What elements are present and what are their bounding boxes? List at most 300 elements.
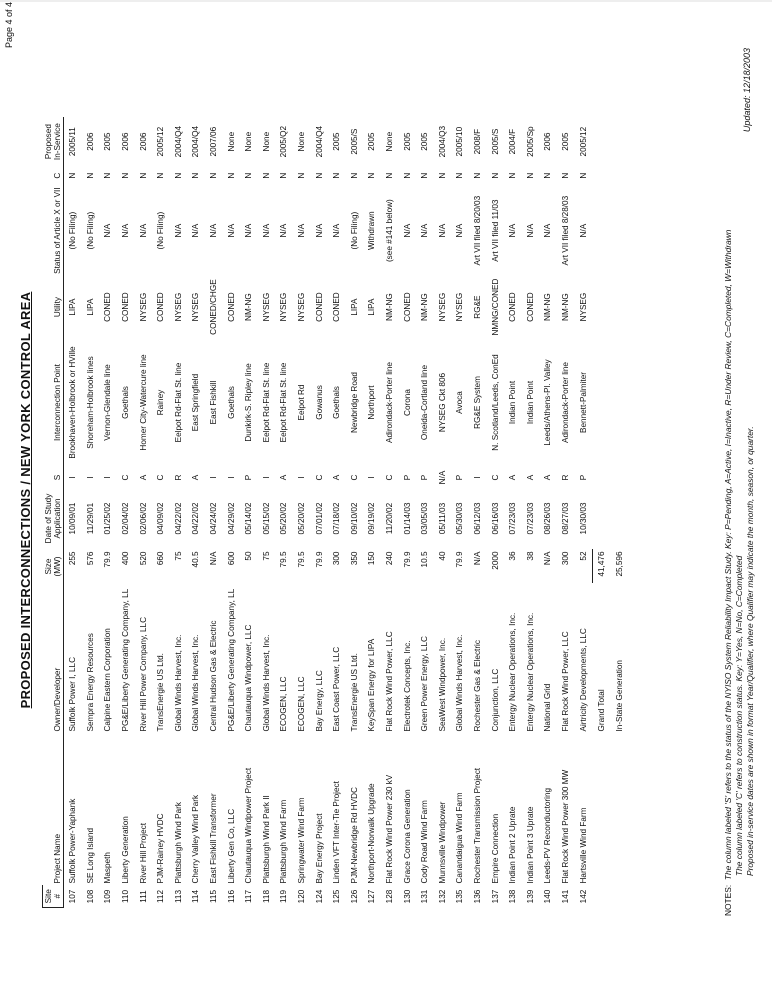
cell-site: 115 [209,889,219,904]
cell-status: N/A [332,223,342,238]
cell-status: N/A [314,223,324,238]
cell-size: 79.9 [455,551,465,568]
header-inservice: Proposed In-Service [43,117,64,167]
cell-site: 126 [349,889,359,904]
table-row [64,117,82,908]
cell-utility: NM-NG [420,293,430,321]
cell-owner: Chautauqua Windpower, LLC [244,624,254,732]
cell-date: 02/06/02 [138,502,148,535]
cell-site: 119 [279,889,289,904]
cell-site: 128 [384,889,394,904]
cell-s: I [85,476,95,479]
cell-s: A [525,474,535,481]
cell-site: 135 [455,889,465,904]
cell-inservice: 2005/S [349,128,359,155]
instate-total-label: In-State Generation [614,660,624,732]
cell-date: 04/29/02 [226,502,236,535]
cell-inservice: None [226,131,236,152]
cell-site: 127 [367,889,377,904]
cell-owner: Rochester Gas & Electric [472,640,482,732]
cell-size: N/A [472,551,482,566]
cell-c: N [85,172,95,179]
cell-point: Adirondack-Porter line [560,362,570,444]
instate-total-value: 25,596 [614,551,624,577]
cell-point: Goethals [226,386,236,419]
cell-status: N/A [226,223,236,238]
cell-c: N [297,172,307,179]
cell-c: N [332,172,342,179]
cell-point: Oneida-Cortland line [420,364,430,441]
cell-status: N/A [121,223,131,238]
cell-point: N. Scotland/Leeds, ConEd [490,354,500,451]
table-row [187,117,205,908]
cell-project: PJM-Rainey HVDC [156,813,166,884]
cell-utility: NMNG/CONED [490,278,500,336]
cell-utility: LIPA [367,298,377,316]
header-point: Interconnection Point [43,338,64,468]
cell-date: 05/30/03 [455,502,465,535]
cell-status: N/A [103,223,113,238]
cell-project: Northport-Norwalk Upgrade [367,783,377,884]
total-spacer [592,886,610,908]
cell-project: Cherry Valley Wind Park [191,794,201,884]
cell-c: N [173,172,183,179]
cell-size: 576 [85,551,95,566]
cell-point: Avoca [455,391,465,414]
cell-point: East Fishkill [209,380,219,425]
cell-owner: TransEnergie US Ltd. [156,653,166,732]
cell-site: 131 [420,889,430,904]
cell-site: 130 [402,889,412,904]
table-row [240,117,258,908]
cell-c: N [68,172,78,179]
cell-owner: River Hill Power Company, LLC [138,616,148,732]
cell-c: N [314,172,324,179]
cell-inservice: 2008/F [472,128,482,155]
cell-point: Goethals [121,386,131,419]
cell-c: N [367,172,377,179]
cell-c: N [543,172,553,179]
cell-date: 05/20/02 [279,502,289,535]
cell-owner: Bay Energy, LLC [314,670,324,732]
cell-c: N [420,172,430,179]
cell-inservice: 2005/S [490,128,500,155]
cell-project: Flat Rock Wind Power 300 MW [560,769,570,884]
cell-owner: Global Winds Harvest, Inc. [455,634,465,732]
cell-owner: PG&E/Liberty Generating Company, LL [226,588,236,732]
cell-utility: CONED [525,292,535,322]
cell-inservice: 2005 [103,132,113,151]
cell-project: Plattsburgh Wind Park II [261,795,271,884]
cell-inservice: 2004/F [508,128,518,155]
cell-point: Corona [402,389,412,416]
cell-size: 52 [578,551,588,561]
cell-s: C [314,474,324,481]
cell-inservice: 2006 [121,132,131,151]
cell-point: Adirondack-Porter line [384,362,394,444]
cell-s: A [332,474,342,481]
cell-project: River Hill Project [138,822,148,884]
cell-c: N [279,172,289,179]
cell-status: N/A [543,223,553,238]
cell-inservice: 2005/Sp [525,126,535,157]
cell-size: 38 [525,551,535,561]
table-header-row [43,117,64,908]
cell-project: Suffolk Power-Yaphank [68,798,78,884]
cell-c: N [437,172,447,179]
cell-size: 400 [121,551,131,566]
cell-point: Indian Point [508,380,518,425]
cell-owner: Electrotek Concepts, Inc. [402,640,412,732]
cell-point: Leeds/Athens-Pl. Valley [543,359,553,446]
notes-line-1 [723,230,734,916]
page-title-text: PROPOSED INTERCONNECTIONS / NEW YORK CONTROL AREA [18,291,33,709]
grand-total-label: Grand Total [596,689,606,732]
cell-site: 112 [156,889,166,904]
table-row [328,117,346,908]
cell-s: A [508,474,518,481]
cell-date: 05/11/03 [437,502,447,535]
cell-size: 40.5 [191,551,201,568]
notes-line-2: The column labeled 'C' refers to construction status. Key: Y=Yes, N=No, C=Completed [734,555,744,876]
cell-date: 07/23/03 [525,502,535,535]
header-size: Size (MW) [43,550,64,584]
cell-inservice: 2006 [85,132,95,151]
table-row [416,117,434,908]
cell-owner: Central Hudson Gas & Electric [209,620,219,732]
header-project: Project Name [43,734,64,886]
cell-utility: NYSEG [578,292,588,322]
cell-owner: Flat Rock Wind Power, LLC [560,631,570,732]
cell-size: 255 [68,551,78,566]
cell-site: 113 [173,889,183,904]
cell-inservice: 2004/Q4 [314,125,324,158]
cell-owner: ECOGEN, LLC [279,676,289,732]
cell-s: I [226,476,236,479]
cell-status: N/A [209,223,219,238]
cell-date: 08/27/03 [560,502,570,535]
cell-owner: Global Winds Harvest, Inc. [261,634,271,732]
cell-size: 2000 [490,551,500,570]
cell-utility: NM-NG [560,293,570,321]
cell-site: 132 [437,889,447,904]
cell-point: Vernon-Glendale line [103,364,113,441]
cell-project: Rochester Transmission Project [472,767,482,884]
table-row [539,117,557,908]
cell-project: Empire Connection [490,813,500,884]
cell-size: N/A [543,551,553,566]
cell-status: N/A [191,223,201,238]
cell-utility: LIPA [85,298,95,316]
notes-line-3: Proposed in-service dates are shown in format Year/Qualifier, where Qualifier may indicate the month, season, or quarter. [745,426,755,876]
cell-inservice: 2005 [560,132,570,151]
table-row [381,117,399,908]
cell-date: 05/20/02 [297,502,307,535]
cell-project: Canandaigua Wind Farm [455,792,465,884]
cell-s: A [279,474,289,481]
cell-date: 04/22/02 [191,502,201,535]
cell-date: 01/14/03 [402,502,412,535]
cell-status: Art VII filed 8/20/03 [472,195,482,266]
cell-project: Hartsville Wind Farm [578,807,588,884]
cell-date: 05/14/02 [244,502,254,535]
table-row [433,117,451,908]
header-owner: Owner/Developer [43,584,64,734]
cell-point: Rainey [156,389,166,416]
cell-status: N/A [420,223,430,238]
cell-utility: NM-NG [244,293,254,321]
cell-owner: Airtricity Developments, LLC [578,628,588,732]
cell-owner: Calpine Eastern Corporation [103,628,113,732]
cell-point: Homer City-Watercure line [138,354,148,451]
cell-site: 107 [68,889,78,904]
table-row [310,117,328,908]
cell-size: 300 [560,551,570,566]
cell-utility: NYSEG [173,292,183,322]
cell-date: 04/24/02 [209,502,219,535]
cell-s: C [121,474,131,481]
table-row [574,117,592,908]
cell-s: I [209,476,219,479]
cell-s: A [191,474,201,481]
table-row [222,117,240,908]
cell-utility: CONED [121,292,131,322]
cell-inservice: 2005 [420,132,430,151]
cell-inservice: 2006 [138,132,148,151]
cell-c: N [103,172,113,179]
cell-utility: RG&E [472,295,482,319]
cell-size: 300 [332,551,342,566]
cell-utility: NYSEG [297,292,307,322]
page-label: Page 4 of 4 [4,2,14,49]
cell-point: Indian Point [525,380,535,425]
cell-project: Cody Road Wind Farm [420,800,430,884]
cell-date: 06/16/03 [490,502,500,535]
cell-size: 240 [384,551,394,566]
cell-utility: LIPA [68,298,78,316]
cell-size: 350 [349,551,359,566]
cell-point: Goethals [332,386,342,419]
total-spacer [610,886,628,908]
cell-owner: Global Winds Harvest, Inc. [191,634,201,732]
cell-s: A [543,474,553,481]
cell-status: N/A [578,223,588,238]
cell-utility: CONED [508,292,518,322]
cell-c: N [560,172,570,179]
cell-site: 118 [261,889,271,904]
cell-owner: National Grid [543,683,553,732]
cell-status: (No Filing) [85,211,95,250]
cell-utility: CONED [402,292,412,322]
cell-size: 40 [437,551,447,561]
cell-inservice: 2005 [402,132,412,151]
cell-project: Leeds-PV Reconductoring [543,787,553,884]
table-row [117,117,135,908]
notes-text-1: The column labeled 'S' refers to the status of the NYISO System Reliability Impact Study. Key: P=Pending, A=Active, I=Inactive, R=Under Review, C=Completed, W=Withdrawn [723,229,733,881]
cell-c: N [508,172,518,179]
cell-point: Brookhaven-Holbrook or HVille [68,346,78,459]
interconnections-table [42,117,628,908]
cell-size: 660 [156,551,166,566]
cell-status: Art VII filed 11/03 [490,199,500,262]
table-row [486,117,504,908]
cell-size: 10.5 [420,551,430,568]
cell-owner: East Coast Power, LLC [332,646,342,732]
cell-date: 07/23/03 [508,502,518,535]
cell-site: 110 [121,889,131,904]
cell-c: N [402,172,412,179]
cell-project: Munnsville Windpower [437,801,447,884]
cell-owner: Conjunction, LLC [490,668,500,732]
table-row [346,117,364,908]
header-status: Status of Article X or VII [43,185,64,277]
table-row [275,117,293,908]
cell-utility: NYSEG [437,292,447,322]
cell-site: 117 [244,889,254,904]
table-row [205,117,223,908]
cell-inservice: 2004/Q4 [191,125,201,158]
cell-s: P [578,474,588,481]
cell-s: P [420,474,430,481]
cell-point: Bennett-Palmiter [578,372,588,433]
cell-status: N/A [525,223,535,238]
cell-date: 01/25/02 [103,502,113,535]
cell-utility: CONED [156,292,166,322]
cell-c: N [472,172,482,179]
cell-inservice: 2004/Q4 [173,125,183,158]
cell-owner: Sempra Energy Resources [85,633,95,732]
cell-date: 04/09/02 [156,502,166,535]
cell-s: C [384,474,394,481]
cell-size: 79.9 [103,551,113,568]
table-row [258,117,276,908]
cell-site: 137 [490,889,500,904]
cell-point: Eelpot Rd [297,384,307,421]
cell-project: Indian Point 3 Uprate [525,806,535,884]
cell-c: N [261,172,271,179]
table-row [451,117,469,908]
cell-owner: SeaWest Windpower, Inc. [437,637,447,732]
cell-inservice: 2005 [332,132,342,151]
cell-project: Linden VFT Inter-Tie Project [332,781,342,884]
cell-site: 139 [525,889,535,904]
cell-inservice: 2005/12 [578,126,588,157]
updated-date: Updated: 12/18/2003 [742,48,752,133]
cell-s: I [297,476,307,479]
cell-utility: NYSEG [138,292,148,322]
cell-project: PJM-Newbridge Rd HVDC [349,787,359,884]
cell-owner: ECOGEN, LLC [297,676,307,732]
cell-project: Flat Rock Wind Power 230 kV [384,774,394,884]
cell-inservice: 2005 [367,132,377,151]
cell-c: N [455,172,465,179]
cell-site: 124 [314,889,324,904]
cell-status: Art VII filed 8/28/03 [560,195,570,266]
cell-date: 02/04/02 [121,502,131,535]
cell-site: 140 [543,889,553,904]
cell-inservice: 2007/06 [209,126,219,157]
cell-project: Chautauqua Windpower Project [244,767,254,884]
cell-status: Withdrawn [367,211,377,250]
cell-site: 136 [472,889,482,904]
cell-inservice: 2005/11 [68,127,78,157]
cell-s: I [103,476,113,479]
header-c: C [43,167,64,185]
cell-point: NYSEG Ckt 806 [437,372,447,433]
cell-status: N/A [437,223,447,238]
cell-size: 600 [226,551,236,566]
cell-utility: NYSEG [261,292,271,322]
cell-status: (No Filing) [68,211,78,250]
table-row [504,117,522,908]
cell-s: C [156,474,166,481]
cell-date: 10/09/01 [68,502,78,535]
cell-inservice: None [261,131,271,152]
cell-owner: KeySpan Energy for LIPA [367,638,377,732]
cell-utility: CONED [332,292,342,322]
cell-point: Eelpot Rd-Flat St. line [279,362,289,443]
cell-owner: TransEnergie US Ltd. [349,653,359,732]
cell-status: (No Filing) [349,211,359,250]
header-site: Site # [43,886,64,908]
cell-project: Grace Corona Generation [402,789,412,884]
cell-project: Plattsburgh Wind Farm [279,799,289,884]
cell-size: 79.9 [314,551,324,568]
cell-point: Northport [367,385,377,420]
cell-s: P [455,474,465,481]
cell-utility: NYSEG [191,292,201,322]
cell-s: I [472,476,482,479]
cell-site: 114 [191,889,201,904]
cell-s: A [138,474,148,481]
table-row [398,117,416,908]
table-row [82,117,100,908]
cell-inservice: None [244,131,254,152]
cell-inservice: 2006 [543,132,553,151]
cell-inservice: None [384,131,394,152]
cell-inservice: 2005/10 [455,126,465,157]
cell-point: Eelpot Rd-Flat St. line [173,362,183,443]
cell-size: 36 [508,551,518,561]
cell-site: 141 [560,889,570,904]
cell-date: 08/26/03 [543,502,553,535]
cell-inservice: 2005/12 [156,126,166,157]
cell-status: (No Filing) [156,211,166,250]
cell-s: C [349,474,359,481]
cell-c: N [349,172,359,179]
cell-inservice: 2004/Q3 [437,125,447,158]
cell-size: 79.5 [297,551,307,568]
cell-size: 75 [261,551,271,561]
cell-date: 06/12/03 [472,502,482,535]
cell-project: Bay Energy Project [314,813,324,884]
cell-project: Liberty Gen Co, LLC [226,808,236,884]
cell-point: Eelpot Rd-Flat St. line [261,362,271,443]
cell-project: Maspeth [103,852,113,884]
cell-point: RG&E System [472,376,482,429]
cell-c: N [244,172,254,179]
cell-project: Indian Point 2 Uprate [508,806,518,884]
cell-point: Newbridge Road [349,372,359,433]
cell-c: N [121,172,131,179]
cell-utility: CONED/CHGE [209,279,219,335]
cell-c: N [191,172,201,179]
cell-owner: Global Winds Harvest, Inc. [173,634,183,732]
cell-utility: NM-NG [384,293,394,321]
cell-s: C [490,474,500,481]
cell-size: 50 [244,551,254,561]
table-row [557,117,575,908]
